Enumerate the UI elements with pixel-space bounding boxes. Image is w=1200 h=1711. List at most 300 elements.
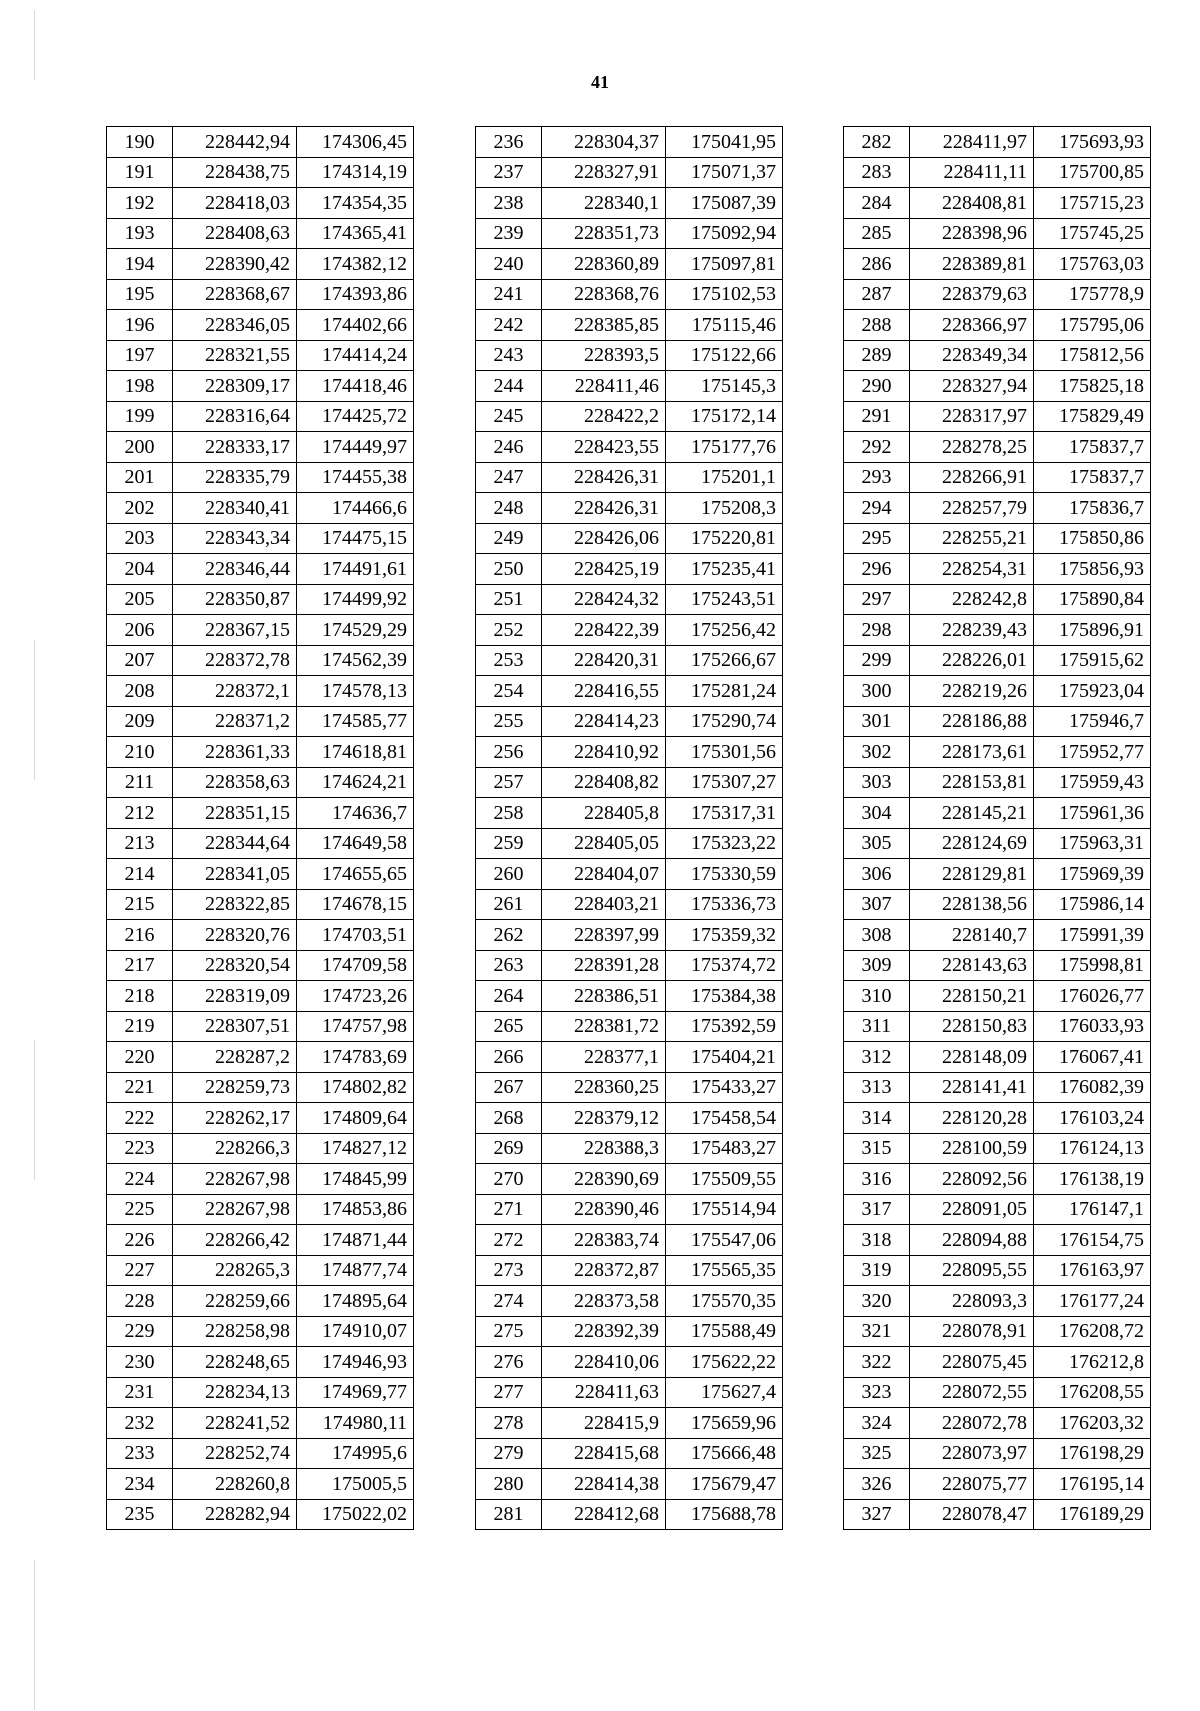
y-coordinate-cell: 174946,93 [297, 1347, 414, 1378]
x-coordinate-cell: 228075,77 [910, 1469, 1034, 1500]
y-coordinate-cell: 175458,54 [666, 1103, 783, 1134]
table-row [107, 920, 414, 951]
table-row [476, 432, 783, 463]
y-coordinate-cell: 176189,29 [1034, 1499, 1151, 1530]
x-coordinate-cell: 228262,17 [173, 1103, 297, 1134]
x-coordinate-cell: 228141,41 [910, 1072, 1034, 1103]
x-coordinate-cell: 228278,25 [910, 432, 1034, 463]
point-number-cell: 289 [844, 340, 910, 371]
y-coordinate-cell: 175856,93 [1034, 554, 1151, 585]
point-number-cell: 208 [107, 676, 173, 707]
x-coordinate-cell: 228252,74 [173, 1438, 297, 1469]
table-row [476, 1225, 783, 1256]
table-row [844, 218, 1151, 249]
y-coordinate-cell: 175307,27 [666, 767, 783, 798]
point-number-cell: 252 [476, 615, 542, 646]
x-coordinate-cell: 228391,28 [542, 950, 666, 981]
point-number-cell: 260 [476, 859, 542, 890]
table-row [476, 1164, 783, 1195]
table-row [107, 615, 414, 646]
table-row [476, 615, 783, 646]
y-coordinate-cell: 174709,58 [297, 950, 414, 981]
point-number-cell: 256 [476, 737, 542, 768]
x-coordinate-cell: 228307,51 [173, 1011, 297, 1042]
table-row [844, 1469, 1151, 1500]
point-number-cell: 211 [107, 767, 173, 798]
x-coordinate-cell: 228266,91 [910, 462, 1034, 493]
y-coordinate-cell: 175384,38 [666, 981, 783, 1012]
table-row [844, 1347, 1151, 1378]
point-number-cell: 297 [844, 584, 910, 615]
y-coordinate-cell: 175923,04 [1034, 676, 1151, 707]
x-coordinate-cell: 228411,46 [542, 371, 666, 402]
y-coordinate-cell: 175952,77 [1034, 737, 1151, 768]
y-coordinate-cell: 175115,46 [666, 310, 783, 341]
x-coordinate-cell: 228360,25 [542, 1072, 666, 1103]
y-coordinate-cell: 175998,81 [1034, 950, 1151, 981]
x-coordinate-cell: 228266,42 [173, 1225, 297, 1256]
point-number-cell: 205 [107, 584, 173, 615]
point-number-cell: 255 [476, 706, 542, 737]
point-number-cell: 327 [844, 1499, 910, 1530]
table-row [107, 737, 414, 768]
table-row [476, 1133, 783, 1164]
x-coordinate-cell: 228317,97 [910, 401, 1034, 432]
x-coordinate-cell: 228350,87 [173, 584, 297, 615]
x-coordinate-cell: 228241,52 [173, 1408, 297, 1439]
point-number-cell: 263 [476, 950, 542, 981]
y-coordinate-cell: 175969,39 [1034, 859, 1151, 890]
point-number-cell: 219 [107, 1011, 173, 1042]
x-coordinate-cell: 228412,68 [542, 1499, 666, 1530]
point-number-cell: 317 [844, 1194, 910, 1225]
point-number-cell: 202 [107, 493, 173, 524]
table-row [107, 1164, 414, 1195]
x-coordinate-cell: 228404,07 [542, 859, 666, 890]
y-coordinate-cell: 175172,14 [666, 401, 783, 432]
y-coordinate-cell: 176147,1 [1034, 1194, 1151, 1225]
x-coordinate-cell: 228138,56 [910, 889, 1034, 920]
table-row [844, 706, 1151, 737]
y-coordinate-cell: 174655,65 [297, 859, 414, 890]
x-coordinate-cell: 228140,7 [910, 920, 1034, 951]
x-coordinate-cell: 228254,31 [910, 554, 1034, 585]
point-number-cell: 254 [476, 676, 542, 707]
point-number-cell: 320 [844, 1286, 910, 1317]
point-number-cell: 225 [107, 1194, 173, 1225]
point-number-cell: 197 [107, 340, 173, 371]
point-number-cell: 266 [476, 1042, 542, 1073]
x-coordinate-cell: 228405,05 [542, 828, 666, 859]
x-coordinate-cell: 228438,75 [173, 157, 297, 188]
y-coordinate-cell: 175778,9 [1034, 279, 1151, 310]
x-coordinate-cell: 228422,39 [542, 615, 666, 646]
y-coordinate-cell: 175145,3 [666, 371, 783, 402]
y-coordinate-cell: 175825,18 [1034, 371, 1151, 402]
y-coordinate-cell: 176163,97 [1034, 1255, 1151, 1286]
point-number-cell: 245 [476, 401, 542, 432]
table-row [844, 767, 1151, 798]
point-number-cell: 203 [107, 523, 173, 554]
x-coordinate-cell: 228379,63 [910, 279, 1034, 310]
x-coordinate-cell: 228267,98 [173, 1164, 297, 1195]
table-row [476, 889, 783, 920]
x-coordinate-cell: 228393,5 [542, 340, 666, 371]
y-coordinate-cell: 176026,77 [1034, 981, 1151, 1012]
x-coordinate-cell: 228381,72 [542, 1011, 666, 1042]
y-coordinate-cell: 174895,64 [297, 1286, 414, 1317]
x-coordinate-cell: 228425,19 [542, 554, 666, 585]
y-coordinate-cell: 174354,35 [297, 188, 414, 219]
point-number-cell: 216 [107, 920, 173, 951]
point-number-cell: 210 [107, 737, 173, 768]
x-coordinate-cell: 228072,78 [910, 1408, 1034, 1439]
x-coordinate-cell: 228239,43 [910, 615, 1034, 646]
x-coordinate-cell: 228124,69 [910, 828, 1034, 859]
y-coordinate-cell: 175514,94 [666, 1194, 783, 1225]
x-coordinate-cell: 228426,06 [542, 523, 666, 554]
y-coordinate-cell: 175220,81 [666, 523, 783, 554]
table-row [476, 584, 783, 615]
y-coordinate-cell: 174499,92 [297, 584, 414, 615]
table-row [476, 676, 783, 707]
y-coordinate-cell: 175715,23 [1034, 188, 1151, 219]
y-coordinate-cell: 176198,29 [1034, 1438, 1151, 1469]
table-row [107, 1011, 414, 1042]
table-row [844, 798, 1151, 829]
x-coordinate-cell: 228410,06 [542, 1347, 666, 1378]
table-row [476, 828, 783, 859]
table-row [476, 1255, 783, 1286]
table-row [476, 371, 783, 402]
x-coordinate-cell: 228411,97 [910, 127, 1034, 158]
point-number-cell: 235 [107, 1499, 173, 1530]
y-coordinate-cell: 176203,32 [1034, 1408, 1151, 1439]
x-coordinate-cell: 228388,3 [542, 1133, 666, 1164]
table-row [107, 127, 414, 158]
x-coordinate-cell: 228405,8 [542, 798, 666, 829]
y-coordinate-cell: 175392,59 [666, 1011, 783, 1042]
table-row [844, 1042, 1151, 1073]
y-coordinate-cell: 174757,98 [297, 1011, 414, 1042]
y-coordinate-cell: 176124,13 [1034, 1133, 1151, 1164]
table-row [107, 1377, 414, 1408]
y-coordinate-cell: 174809,64 [297, 1103, 414, 1134]
table-row [844, 1438, 1151, 1469]
table-row [844, 401, 1151, 432]
x-coordinate-cell: 228351,73 [542, 218, 666, 249]
table-row [476, 188, 783, 219]
point-number-cell: 278 [476, 1408, 542, 1439]
y-coordinate-cell: 174578,13 [297, 676, 414, 707]
point-number-cell: 200 [107, 432, 173, 463]
x-coordinate-cell: 228266,3 [173, 1133, 297, 1164]
point-number-cell: 259 [476, 828, 542, 859]
table-row [476, 1408, 783, 1439]
y-coordinate-cell: 175336,73 [666, 889, 783, 920]
y-coordinate-cell: 175693,93 [1034, 127, 1151, 158]
y-coordinate-cell: 175850,86 [1034, 523, 1151, 554]
y-coordinate-cell: 174636,7 [297, 798, 414, 829]
y-coordinate-cell: 175208,3 [666, 493, 783, 524]
y-coordinate-cell: 175915,62 [1034, 645, 1151, 676]
table-row [844, 279, 1151, 310]
y-coordinate-cell: 174802,82 [297, 1072, 414, 1103]
table-row [844, 889, 1151, 920]
y-coordinate-cell: 174877,74 [297, 1255, 414, 1286]
x-coordinate-cell: 228129,81 [910, 859, 1034, 890]
y-coordinate-cell: 174845,99 [297, 1164, 414, 1195]
point-number-cell: 322 [844, 1347, 910, 1378]
y-coordinate-cell: 175829,49 [1034, 401, 1151, 432]
y-coordinate-cell: 175622,22 [666, 1347, 783, 1378]
table-row [844, 1011, 1151, 1042]
y-coordinate-cell: 174995,6 [297, 1438, 414, 1469]
x-coordinate-cell: 228150,21 [910, 981, 1034, 1012]
y-coordinate-cell: 176177,24 [1034, 1286, 1151, 1317]
x-coordinate-cell: 228403,21 [542, 889, 666, 920]
point-number-cell: 315 [844, 1133, 910, 1164]
table-row [476, 706, 783, 737]
table-row [476, 767, 783, 798]
table-row [107, 767, 414, 798]
x-coordinate-cell: 228426,31 [542, 493, 666, 524]
point-number-cell: 196 [107, 310, 173, 341]
table-row [476, 859, 783, 890]
x-coordinate-cell: 228390,69 [542, 1164, 666, 1195]
y-coordinate-cell: 174449,97 [297, 432, 414, 463]
x-coordinate-cell: 228423,55 [542, 432, 666, 463]
point-number-cell: 262 [476, 920, 542, 951]
table-row [476, 737, 783, 768]
table-row [844, 1194, 1151, 1225]
point-number-cell: 324 [844, 1408, 910, 1439]
coordinates-table-3 [843, 126, 1151, 1530]
y-coordinate-cell: 175570,35 [666, 1286, 783, 1317]
x-coordinate-cell: 228072,55 [910, 1377, 1034, 1408]
x-coordinate-cell: 228100,59 [910, 1133, 1034, 1164]
x-coordinate-cell: 228340,41 [173, 493, 297, 524]
table-row [844, 554, 1151, 585]
table-row [476, 1042, 783, 1073]
x-coordinate-cell: 228349,34 [910, 340, 1034, 371]
x-coordinate-cell: 228379,12 [542, 1103, 666, 1134]
point-number-cell: 281 [476, 1499, 542, 1530]
table-row [107, 371, 414, 402]
point-number-cell: 220 [107, 1042, 173, 1073]
y-coordinate-cell: 175071,37 [666, 157, 783, 188]
table-row [476, 1316, 783, 1347]
point-number-cell: 218 [107, 981, 173, 1012]
x-coordinate-cell: 228422,2 [542, 401, 666, 432]
table-row [107, 1438, 414, 1469]
table-row [107, 462, 414, 493]
x-coordinate-cell: 228414,23 [542, 706, 666, 737]
x-coordinate-cell: 228260,8 [173, 1469, 297, 1500]
table-row [844, 676, 1151, 707]
scan-margin-line [34, 10, 35, 80]
table-row [107, 1347, 414, 1378]
point-number-cell: 280 [476, 1469, 542, 1500]
point-number-cell: 241 [476, 279, 542, 310]
x-coordinate-cell: 228327,94 [910, 371, 1034, 402]
x-coordinate-cell: 228265,3 [173, 1255, 297, 1286]
point-number-cell: 314 [844, 1103, 910, 1134]
point-number-cell: 316 [844, 1164, 910, 1195]
x-coordinate-cell: 228340,1 [542, 188, 666, 219]
point-number-cell: 206 [107, 615, 173, 646]
point-number-cell: 221 [107, 1072, 173, 1103]
point-number-cell: 308 [844, 920, 910, 951]
point-number-cell: 258 [476, 798, 542, 829]
y-coordinate-cell: 175317,31 [666, 798, 783, 829]
point-number-cell: 223 [107, 1133, 173, 1164]
x-coordinate-cell: 228372,1 [173, 676, 297, 707]
x-coordinate-cell: 228078,47 [910, 1499, 1034, 1530]
x-coordinate-cell: 228150,83 [910, 1011, 1034, 1042]
table-row [107, 188, 414, 219]
table-row [107, 279, 414, 310]
y-coordinate-cell: 175323,22 [666, 828, 783, 859]
x-coordinate-cell: 228143,63 [910, 950, 1034, 981]
y-coordinate-cell: 175588,49 [666, 1316, 783, 1347]
point-number-cell: 275 [476, 1316, 542, 1347]
y-coordinate-cell: 174853,86 [297, 1194, 414, 1225]
x-coordinate-cell: 228148,09 [910, 1042, 1034, 1073]
y-coordinate-cell: 175688,78 [666, 1499, 783, 1530]
x-coordinate-cell: 228411,63 [542, 1377, 666, 1408]
x-coordinate-cell: 228368,67 [173, 279, 297, 310]
x-coordinate-cell: 228361,33 [173, 737, 297, 768]
y-coordinate-cell: 175005,5 [297, 1469, 414, 1500]
x-coordinate-cell: 228410,92 [542, 737, 666, 768]
y-coordinate-cell: 176082,39 [1034, 1072, 1151, 1103]
x-coordinate-cell: 228316,64 [173, 401, 297, 432]
table-row [476, 1347, 783, 1378]
x-coordinate-cell: 228442,94 [173, 127, 297, 158]
table-row [107, 1408, 414, 1439]
x-coordinate-cell: 228257,79 [910, 493, 1034, 524]
y-coordinate-cell: 175041,95 [666, 127, 783, 158]
y-coordinate-cell: 174980,11 [297, 1408, 414, 1439]
y-coordinate-cell: 175627,4 [666, 1377, 783, 1408]
table-row [107, 310, 414, 341]
y-coordinate-cell: 175102,53 [666, 279, 783, 310]
point-number-cell: 261 [476, 889, 542, 920]
table-row [107, 1499, 414, 1530]
y-coordinate-cell: 174475,15 [297, 523, 414, 554]
point-number-cell: 222 [107, 1103, 173, 1134]
x-coordinate-cell: 228346,05 [173, 310, 297, 341]
table-row [844, 310, 1151, 341]
y-coordinate-cell: 175836,7 [1034, 493, 1151, 524]
table-row [844, 1408, 1151, 1439]
point-number-cell: 299 [844, 645, 910, 676]
x-coordinate-cell: 228346,44 [173, 554, 297, 585]
x-coordinate-cell: 228267,98 [173, 1194, 297, 1225]
point-number-cell: 198 [107, 371, 173, 402]
point-number-cell: 213 [107, 828, 173, 859]
y-coordinate-cell: 175177,76 [666, 432, 783, 463]
x-coordinate-cell: 228385,85 [542, 310, 666, 341]
table-row [107, 523, 414, 554]
y-coordinate-cell: 174910,07 [297, 1316, 414, 1347]
point-number-cell: 191 [107, 157, 173, 188]
y-coordinate-cell: 175745,25 [1034, 218, 1151, 249]
point-number-cell: 321 [844, 1316, 910, 1347]
x-coordinate-cell: 228416,55 [542, 676, 666, 707]
y-coordinate-cell: 176067,41 [1034, 1042, 1151, 1073]
point-number-cell: 237 [476, 157, 542, 188]
y-coordinate-cell: 174871,44 [297, 1225, 414, 1256]
y-coordinate-cell: 174649,58 [297, 828, 414, 859]
y-coordinate-cell: 174723,26 [297, 981, 414, 1012]
table-row [844, 249, 1151, 280]
point-number-cell: 293 [844, 462, 910, 493]
table-row [476, 127, 783, 158]
table-row [476, 523, 783, 554]
y-coordinate-cell: 175483,27 [666, 1133, 783, 1164]
table-row [844, 1286, 1151, 1317]
y-coordinate-cell: 175961,36 [1034, 798, 1151, 829]
y-coordinate-cell: 175547,06 [666, 1225, 783, 1256]
table-row [844, 1103, 1151, 1134]
y-coordinate-cell: 174314,19 [297, 157, 414, 188]
point-number-cell: 295 [844, 523, 910, 554]
point-number-cell: 193 [107, 218, 173, 249]
table-row [107, 1316, 414, 1347]
y-coordinate-cell: 176138,19 [1034, 1164, 1151, 1195]
y-coordinate-cell: 175986,14 [1034, 889, 1151, 920]
point-number-cell: 294 [844, 493, 910, 524]
y-coordinate-cell: 174393,86 [297, 279, 414, 310]
y-coordinate-cell: 175509,55 [666, 1164, 783, 1195]
point-number-cell: 292 [844, 432, 910, 463]
y-coordinate-cell: 175812,56 [1034, 340, 1151, 371]
y-coordinate-cell: 174365,41 [297, 218, 414, 249]
x-coordinate-cell: 228226,01 [910, 645, 1034, 676]
x-coordinate-cell: 228092,56 [910, 1164, 1034, 1195]
y-coordinate-cell: 174414,24 [297, 340, 414, 371]
point-number-cell: 215 [107, 889, 173, 920]
x-coordinate-cell: 228390,46 [542, 1194, 666, 1225]
x-coordinate-cell: 228343,34 [173, 523, 297, 554]
point-number-cell: 300 [844, 676, 910, 707]
table-row [844, 523, 1151, 554]
y-coordinate-cell: 175763,03 [1034, 249, 1151, 280]
y-coordinate-cell: 175795,06 [1034, 310, 1151, 341]
table-row [107, 584, 414, 615]
x-coordinate-cell: 228219,26 [910, 676, 1034, 707]
point-number-cell: 304 [844, 798, 910, 829]
point-number-cell: 268 [476, 1103, 542, 1134]
y-coordinate-cell: 174418,46 [297, 371, 414, 402]
x-coordinate-cell: 228389,81 [910, 249, 1034, 280]
point-number-cell: 290 [844, 371, 910, 402]
table-row [844, 462, 1151, 493]
x-coordinate-cell: 228424,32 [542, 584, 666, 615]
y-coordinate-cell: 175666,48 [666, 1438, 783, 1469]
y-coordinate-cell: 175243,51 [666, 584, 783, 615]
x-coordinate-cell: 228322,85 [173, 889, 297, 920]
table-row [476, 920, 783, 951]
point-number-cell: 257 [476, 767, 542, 798]
table-row [107, 1042, 414, 1073]
point-number-cell: 244 [476, 371, 542, 402]
x-coordinate-cell: 228397,99 [542, 920, 666, 951]
y-coordinate-cell: 176154,75 [1034, 1225, 1151, 1256]
table-row [107, 401, 414, 432]
